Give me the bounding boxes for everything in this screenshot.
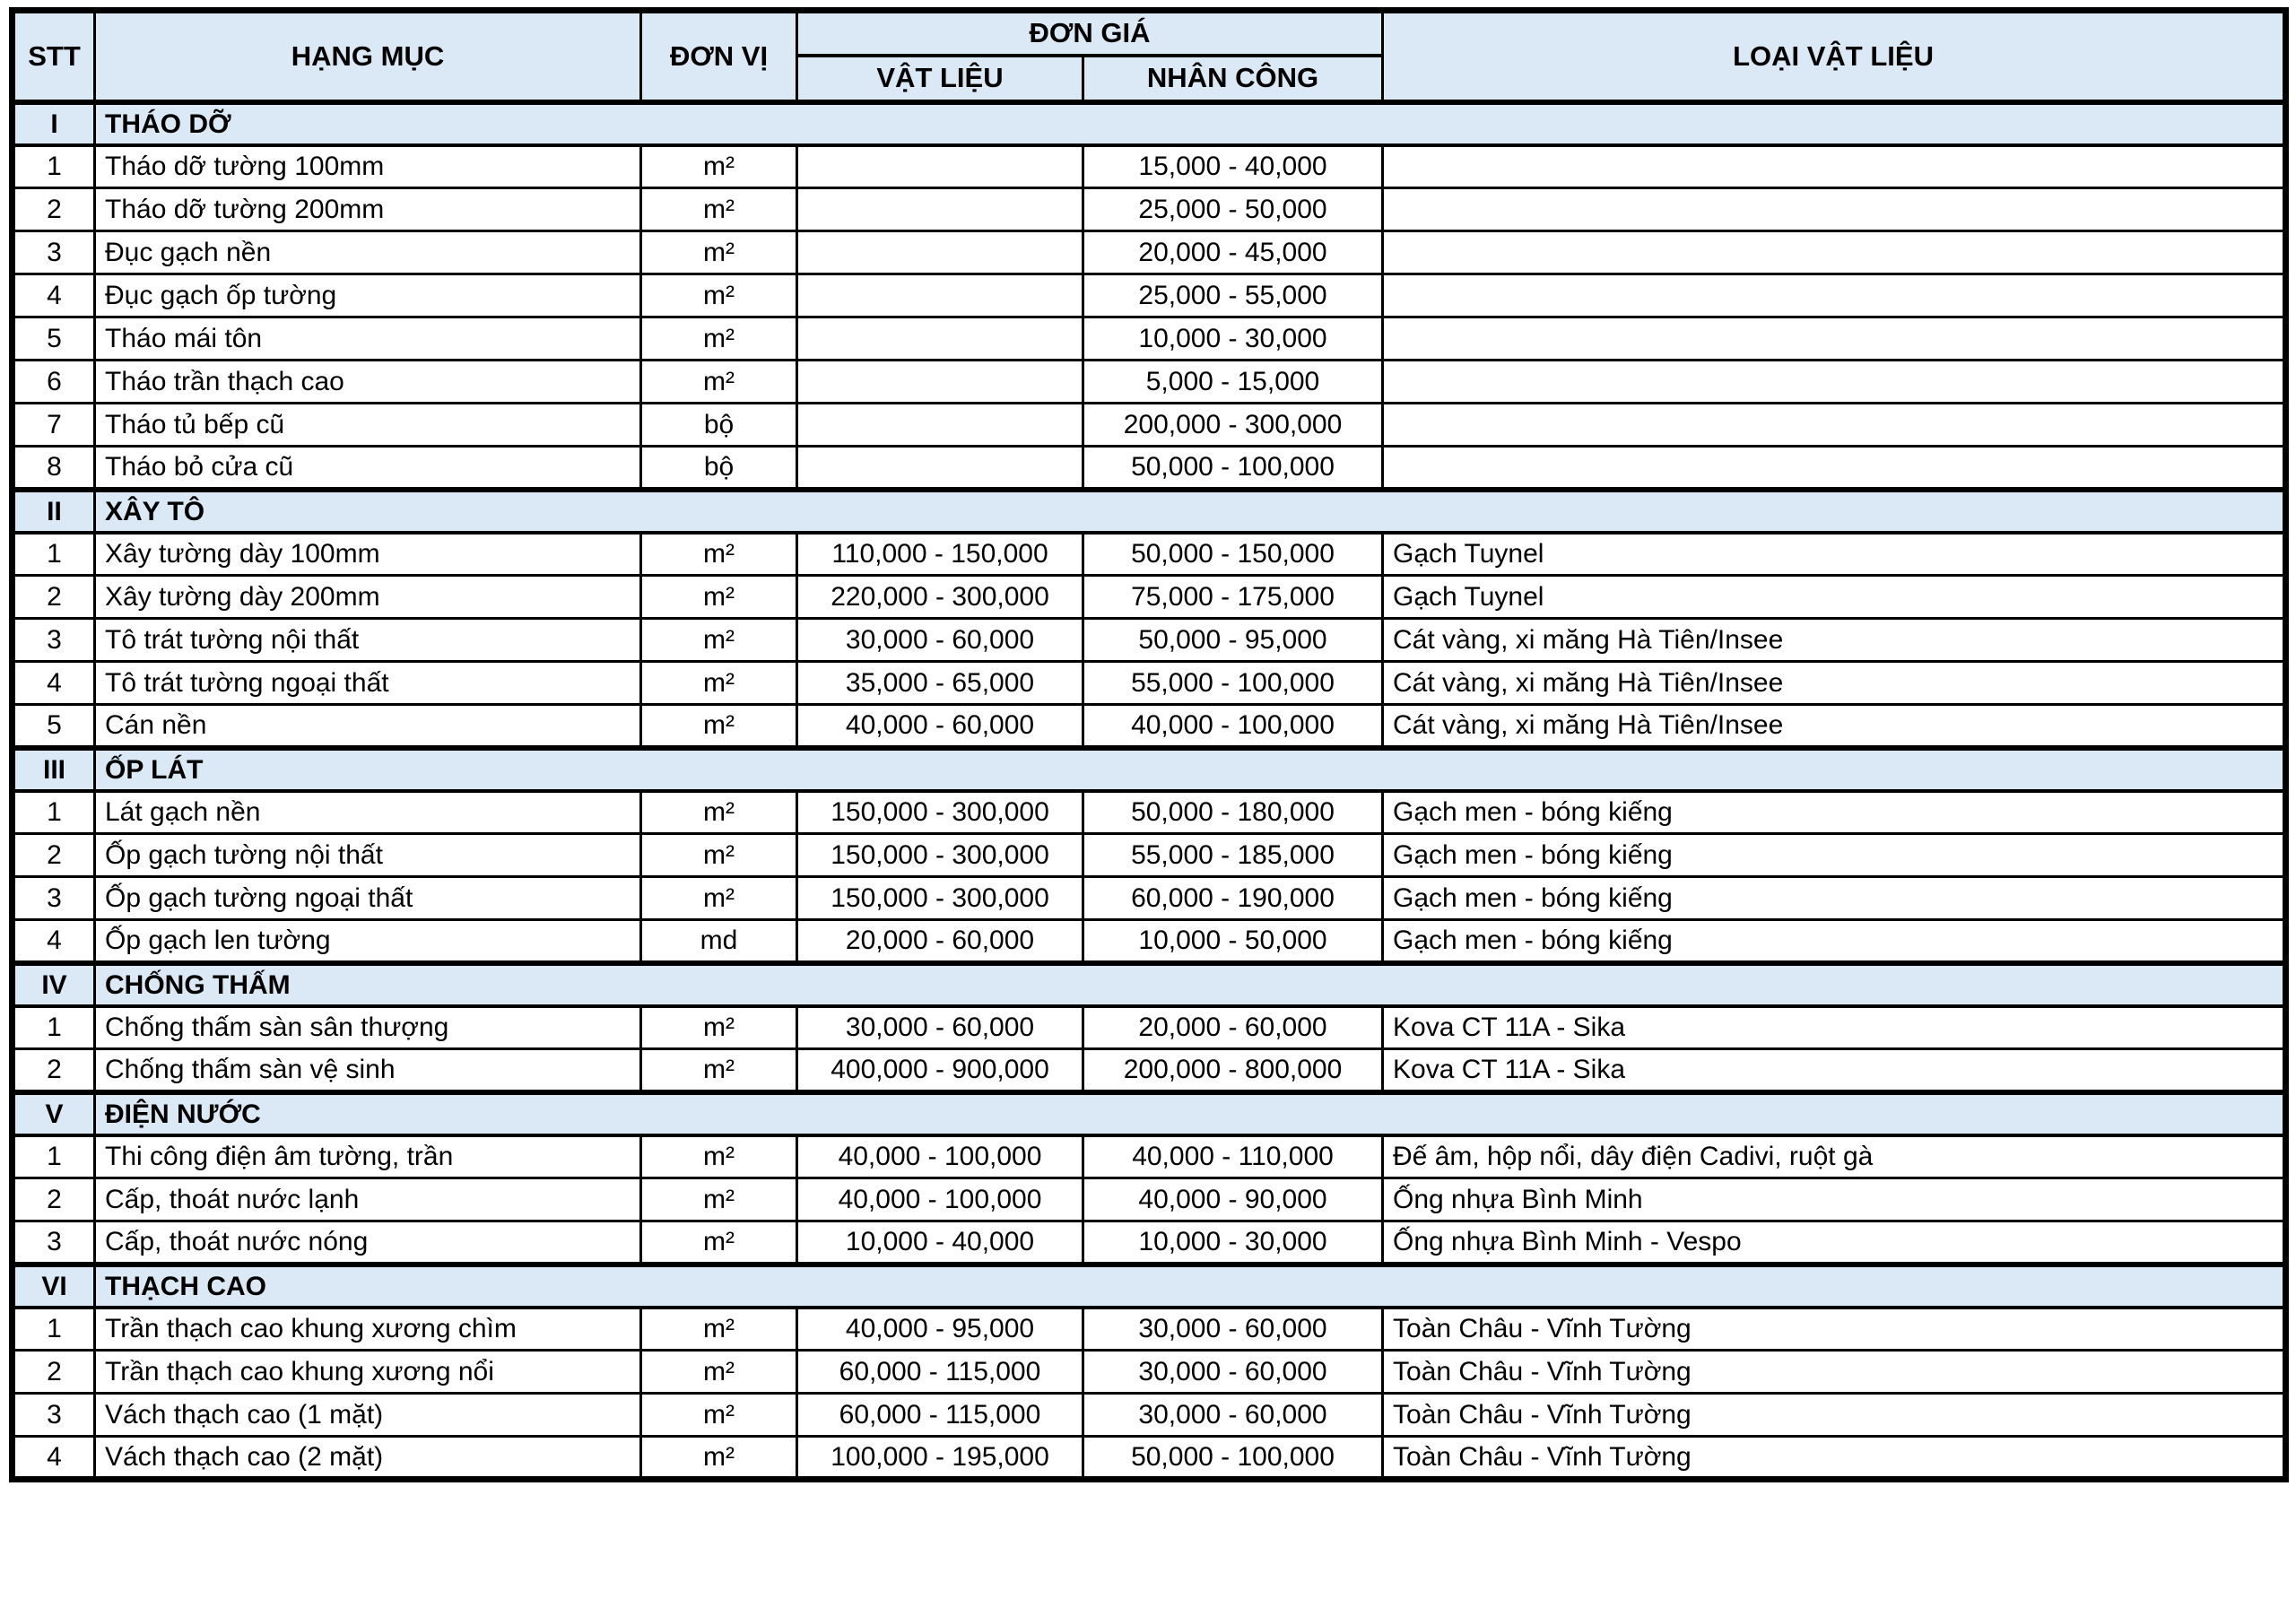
table-row xyxy=(13,877,2286,920)
item-cell: Chống thấm sàn vệ sinh xyxy=(95,1049,641,1092)
labor-price-cell: 10,000 - 30,000 xyxy=(1083,1221,1383,1265)
labor-price-cell: 30,000 - 60,000 xyxy=(1083,1394,1383,1437)
row-number-cell: 5 xyxy=(13,705,95,748)
row-number-cell: 2 xyxy=(13,834,95,877)
material-type-cell: Kova CT 11A - Sika xyxy=(1383,1006,2286,1049)
row-number-cell: 1 xyxy=(13,1135,95,1178)
labor-price-cell: 200,000 - 300,000 xyxy=(1083,404,1383,447)
labor-price-cell: 5,000 - 15,000 xyxy=(1083,361,1383,404)
material-price-cell: 100,000 - 195,000 xyxy=(797,1437,1083,1480)
table-row xyxy=(13,576,2286,619)
section-title: XÂY TÔ xyxy=(95,490,2286,533)
row-number-cell: 2 xyxy=(13,576,95,619)
section-header-row xyxy=(13,1265,2286,1308)
material-price-cell xyxy=(797,145,1083,188)
unit-cell: m² xyxy=(641,1178,797,1221)
material-price-cell: 110,000 - 150,000 xyxy=(797,533,1083,576)
labor-price-cell: 60,000 - 190,000 xyxy=(1083,877,1383,920)
labor-price-cell: 200,000 - 800,000 xyxy=(1083,1049,1383,1092)
material-type-cell: Ống nhựa Bình Minh xyxy=(1383,1178,2286,1221)
table-row xyxy=(13,920,2286,963)
material-price-cell: 30,000 - 60,000 xyxy=(797,1006,1083,1049)
column-header-nhan-cong: NHÂN CÔNG xyxy=(1083,56,1383,102)
unit-cell: m² xyxy=(641,791,797,834)
material-price-cell xyxy=(797,231,1083,274)
material-price-cell xyxy=(797,274,1083,317)
table-row xyxy=(13,1394,2286,1437)
unit-cell: m² xyxy=(641,1394,797,1437)
table-row xyxy=(13,619,2286,662)
material-price-cell: 400,000 - 900,000 xyxy=(797,1049,1083,1092)
item-cell: Trần thạch cao khung xương chìm xyxy=(95,1308,641,1351)
material-type-cell: Gạch Tuynel xyxy=(1383,533,2286,576)
row-number-cell: 5 xyxy=(13,317,95,361)
material-price-cell xyxy=(797,188,1083,231)
material-price-cell: 150,000 - 300,000 xyxy=(797,834,1083,877)
material-type-cell: Gạch men - bóng kiếng xyxy=(1383,877,2286,920)
material-type-cell: Toàn Châu - Vĩnh Tường xyxy=(1383,1351,2286,1394)
row-number-cell: 1 xyxy=(13,145,95,188)
material-type-cell: Toàn Châu - Vĩnh Tường xyxy=(1383,1437,2286,1480)
item-cell: Chống thấm sàn sân thượng xyxy=(95,1006,641,1049)
table-row xyxy=(13,1221,2286,1265)
item-cell: Đục gạch ốp tường xyxy=(95,274,641,317)
material-type-cell: Đế âm, hộp nổi, dây điện Cadivi, ruột gà xyxy=(1383,1135,2286,1178)
section-header-row xyxy=(13,1092,2286,1135)
section-numeral: III xyxy=(13,748,95,791)
table-row xyxy=(13,662,2286,705)
table-row xyxy=(13,404,2286,447)
table-body xyxy=(13,102,2286,1480)
table-row xyxy=(13,274,2286,317)
section-title: ỐP LÁT xyxy=(95,748,2286,791)
labor-price-cell: 50,000 - 150,000 xyxy=(1083,533,1383,576)
item-cell: Vách thạch cao (2 mặt) xyxy=(95,1437,641,1480)
row-number-cell: 1 xyxy=(13,791,95,834)
column-header-stt: STT xyxy=(13,11,95,102)
table-row xyxy=(13,533,2286,576)
unit-cell: m² xyxy=(641,877,797,920)
material-type-cell: Gạch men - bóng kiếng xyxy=(1383,920,2286,963)
material-type-cell xyxy=(1383,317,2286,361)
table-row xyxy=(13,1006,2286,1049)
labor-price-cell: 55,000 - 100,000 xyxy=(1083,662,1383,705)
unit-cell: m² xyxy=(641,1006,797,1049)
labor-price-cell: 20,000 - 60,000 xyxy=(1083,1006,1383,1049)
section-title: CHỐNG THẤM xyxy=(95,963,2286,1006)
labor-price-cell: 30,000 - 60,000 xyxy=(1083,1308,1383,1351)
material-price-cell: 10,000 - 40,000 xyxy=(797,1221,1083,1265)
labor-price-cell: 25,000 - 55,000 xyxy=(1083,274,1383,317)
material-type-cell: Cát vàng, xi măng Hà Tiên/Insee xyxy=(1383,619,2286,662)
unit-cell: bộ xyxy=(641,447,797,490)
material-type-cell: Gạch Tuynel xyxy=(1383,576,2286,619)
item-cell: Cấp, thoát nước lạnh xyxy=(95,1178,641,1221)
table-row xyxy=(13,1049,2286,1092)
item-cell: Tháo bỏ cửa cũ xyxy=(95,447,641,490)
item-cell: Trần thạch cao khung xương nổi xyxy=(95,1351,641,1394)
table-row xyxy=(13,317,2286,361)
row-number-cell: 1 xyxy=(13,1006,95,1049)
row-number-cell: 8 xyxy=(13,447,95,490)
column-header-don-gia: ĐƠN GIÁ xyxy=(797,11,1383,56)
section-header-row xyxy=(13,102,2286,145)
labor-price-cell: 75,000 - 175,000 xyxy=(1083,576,1383,619)
labor-price-cell: 50,000 - 180,000 xyxy=(1083,791,1383,834)
unit-cell: bộ xyxy=(641,404,797,447)
material-type-cell xyxy=(1383,447,2286,490)
unit-cell: m² xyxy=(641,1135,797,1178)
material-type-cell xyxy=(1383,361,2286,404)
unit-cell: m² xyxy=(641,231,797,274)
section-numeral: IV xyxy=(13,963,95,1006)
item-cell: Tháo trần thạch cao xyxy=(95,361,641,404)
unit-cell: m² xyxy=(641,1437,797,1480)
row-number-cell: 2 xyxy=(13,1351,95,1394)
material-price-cell: 35,000 - 65,000 xyxy=(797,662,1083,705)
unit-cell: m² xyxy=(641,662,797,705)
labor-price-cell: 55,000 - 185,000 xyxy=(1083,834,1383,877)
material-type-cell: Ống nhựa Bình Minh - Vespo xyxy=(1383,1221,2286,1265)
unit-cell: m² xyxy=(641,361,797,404)
section-title: ĐIỆN NƯỚC xyxy=(95,1092,2286,1135)
material-price-cell xyxy=(797,317,1083,361)
column-header-don-vi: ĐƠN VỊ xyxy=(641,11,797,102)
item-cell: Ốp gạch tường ngoại thất xyxy=(95,877,641,920)
labor-price-cell: 40,000 - 90,000 xyxy=(1083,1178,1383,1221)
material-price-cell: 60,000 - 115,000 xyxy=(797,1351,1083,1394)
header-row-1 xyxy=(13,11,2286,56)
table-row xyxy=(13,447,2286,490)
row-number-cell: 4 xyxy=(13,274,95,317)
material-price-cell xyxy=(797,361,1083,404)
material-type-cell xyxy=(1383,274,2286,317)
unit-cell: m² xyxy=(641,1308,797,1351)
material-type-cell xyxy=(1383,404,2286,447)
unit-cell: m² xyxy=(641,619,797,662)
row-number-cell: 2 xyxy=(13,1178,95,1221)
material-price-cell: 220,000 - 300,000 xyxy=(797,576,1083,619)
item-cell: Tô trát tường ngoại thất xyxy=(95,662,641,705)
section-header-row xyxy=(13,748,2286,791)
unit-cell: m² xyxy=(641,1049,797,1092)
labor-price-cell: 40,000 - 100,000 xyxy=(1083,705,1383,748)
column-header-loai-vat-lieu: LOẠI VẬT LIỆU xyxy=(1383,11,2286,102)
section-header-row xyxy=(13,490,2286,533)
row-number-cell: 7 xyxy=(13,404,95,447)
labor-price-cell: 25,000 - 50,000 xyxy=(1083,188,1383,231)
labor-price-cell: 20,000 - 45,000 xyxy=(1083,231,1383,274)
unit-cell: m² xyxy=(641,274,797,317)
material-type-cell: Cát vàng, xi măng Hà Tiên/Insee xyxy=(1383,662,2286,705)
unit-cell: m² xyxy=(641,1221,797,1265)
unit-cell: m² xyxy=(641,1351,797,1394)
section-title: THẠCH CAO xyxy=(95,1265,2286,1308)
unit-cell: m² xyxy=(641,145,797,188)
table-row xyxy=(13,834,2286,877)
row-number-cell: 6 xyxy=(13,361,95,404)
row-number-cell: 3 xyxy=(13,877,95,920)
section-numeral: VI xyxy=(13,1265,95,1308)
labor-price-cell: 10,000 - 50,000 xyxy=(1083,920,1383,963)
table-row xyxy=(13,231,2286,274)
row-number-cell: 3 xyxy=(13,1221,95,1265)
material-type-cell: Kova CT 11A - Sika xyxy=(1383,1049,2286,1092)
price-table xyxy=(9,7,2289,1482)
item-cell: Đục gạch nền xyxy=(95,231,641,274)
material-price-cell: 150,000 - 300,000 xyxy=(797,791,1083,834)
item-cell: Tháo dỡ tường 200mm xyxy=(95,188,641,231)
labor-price-cell: 10,000 - 30,000 xyxy=(1083,317,1383,361)
item-cell: Cán nền xyxy=(95,705,641,748)
material-type-cell xyxy=(1383,145,2286,188)
unit-cell: m² xyxy=(641,188,797,231)
column-header-vat-lieu: VẬT LIỆU xyxy=(797,56,1083,102)
unit-cell: m² xyxy=(641,705,797,748)
row-number-cell: 1 xyxy=(13,1308,95,1351)
material-price-cell: 60,000 - 115,000 xyxy=(797,1394,1083,1437)
item-cell: Ốp gạch tường nội thất xyxy=(95,834,641,877)
item-cell: Xây tường dày 100mm xyxy=(95,533,641,576)
labor-price-cell: 30,000 - 60,000 xyxy=(1083,1351,1383,1394)
row-number-cell: 3 xyxy=(13,231,95,274)
table-row xyxy=(13,188,2286,231)
table-header xyxy=(13,11,2286,102)
table-row xyxy=(13,145,2286,188)
table-row xyxy=(13,791,2286,834)
labor-price-cell: 15,000 - 40,000 xyxy=(1083,145,1383,188)
item-cell: Thi công điện âm tường, trần xyxy=(95,1135,641,1178)
table-row xyxy=(13,1308,2286,1351)
section-numeral: II xyxy=(13,490,95,533)
material-price-cell: 30,000 - 60,000 xyxy=(797,619,1083,662)
table-row xyxy=(13,1437,2286,1480)
row-number-cell: 3 xyxy=(13,619,95,662)
section-header-row xyxy=(13,963,2286,1006)
item-cell: Ốp gạch len tường xyxy=(95,920,641,963)
table-row xyxy=(13,1178,2286,1221)
unit-cell: m² xyxy=(641,533,797,576)
section-numeral: I xyxy=(13,102,95,145)
row-number-cell: 2 xyxy=(13,1049,95,1092)
material-price-cell: 40,000 - 100,000 xyxy=(797,1135,1083,1178)
row-number-cell: 3 xyxy=(13,1394,95,1437)
row-number-cell: 4 xyxy=(13,920,95,963)
column-header-hang-muc: HẠNG MỤC xyxy=(95,11,641,102)
row-number-cell: 2 xyxy=(13,188,95,231)
labor-price-cell: 50,000 - 95,000 xyxy=(1083,619,1383,662)
item-cell: Tháo mái tôn xyxy=(95,317,641,361)
material-type-cell: Toàn Châu - Vĩnh Tường xyxy=(1383,1308,2286,1351)
labor-price-cell: 50,000 - 100,000 xyxy=(1083,1437,1383,1480)
table-row xyxy=(13,361,2286,404)
price-table-sheet xyxy=(9,7,2289,1482)
material-type-cell xyxy=(1383,188,2286,231)
material-type-cell: Gạch men - bóng kiếng xyxy=(1383,834,2286,877)
item-cell: Lát gạch nền xyxy=(95,791,641,834)
material-price-cell: 150,000 - 300,000 xyxy=(797,877,1083,920)
row-number-cell: 4 xyxy=(13,1437,95,1480)
section-numeral: V xyxy=(13,1092,95,1135)
material-price-cell xyxy=(797,404,1083,447)
labor-price-cell: 50,000 - 100,000 xyxy=(1083,447,1383,490)
unit-cell: m² xyxy=(641,317,797,361)
material-type-cell: Toàn Châu - Vĩnh Tường xyxy=(1383,1394,2286,1437)
material-type-cell xyxy=(1383,231,2286,274)
item-cell: Tháo tủ bếp cũ xyxy=(95,404,641,447)
table-row xyxy=(13,1135,2286,1178)
item-cell: Tô trát tường nội thất xyxy=(95,619,641,662)
row-number-cell: 1 xyxy=(13,533,95,576)
material-price-cell xyxy=(797,447,1083,490)
unit-cell: m² xyxy=(641,576,797,619)
section-title: THÁO DỠ xyxy=(95,102,2286,145)
item-cell: Tháo dỡ tường 100mm xyxy=(95,145,641,188)
material-price-cell: 20,000 - 60,000 xyxy=(797,920,1083,963)
material-price-cell: 40,000 - 100,000 xyxy=(797,1178,1083,1221)
item-cell: Xây tường dày 200mm xyxy=(95,576,641,619)
material-price-cell: 40,000 - 95,000 xyxy=(797,1308,1083,1351)
material-type-cell: Gạch men - bóng kiếng xyxy=(1383,791,2286,834)
row-number-cell: 4 xyxy=(13,662,95,705)
unit-cell: m² xyxy=(641,834,797,877)
material-type-cell: Cát vàng, xi măng Hà Tiên/Insee xyxy=(1383,705,2286,748)
table-row xyxy=(13,1351,2286,1394)
item-cell: Vách thạch cao (1 mặt) xyxy=(95,1394,641,1437)
material-price-cell: 40,000 - 60,000 xyxy=(797,705,1083,748)
unit-cell: md xyxy=(641,920,797,963)
labor-price-cell: 40,000 - 110,000 xyxy=(1083,1135,1383,1178)
item-cell: Cấp, thoát nước nóng xyxy=(95,1221,641,1265)
table-row xyxy=(13,705,2286,748)
